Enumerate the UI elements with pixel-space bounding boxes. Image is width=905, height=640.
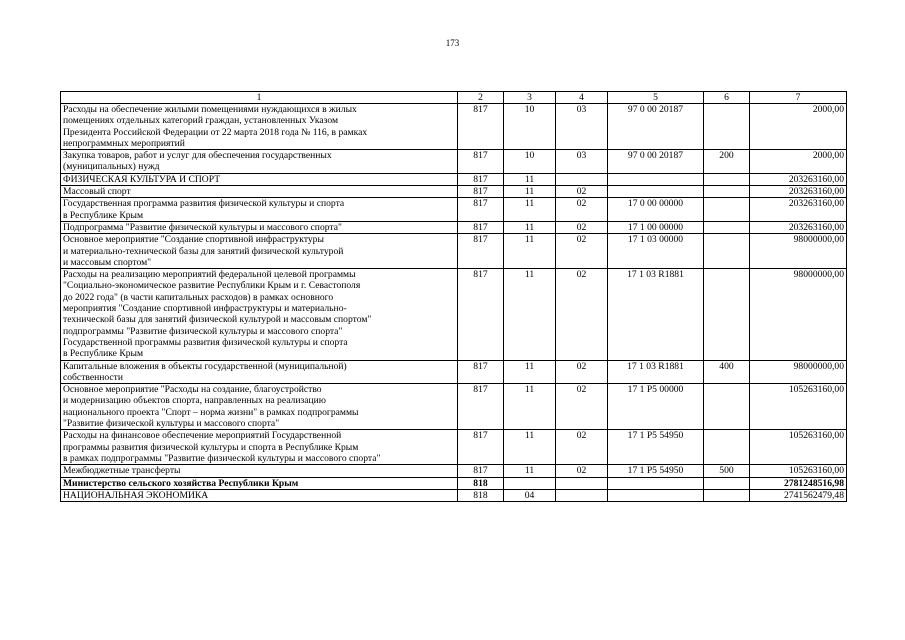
target-article-cell-text: 17 1 03 R1881 (627, 269, 684, 281)
section-code-cell-text: 11 (524, 430, 535, 442)
ministry-code-cell-text: 817 (473, 234, 488, 246)
amount-cell-text: 2741562479,48 (784, 489, 844, 501)
section-code-cell (504, 173, 556, 185)
section-code-cell-text: 11 (524, 465, 535, 477)
target-article-cell-text: 17 1 03 00000 (627, 234, 684, 246)
amount-cell-text: 203263160,00 (788, 173, 844, 185)
table-row (61, 234, 847, 269)
row-name-cell-text: Массовый спорт (63, 186, 131, 198)
section-code-cell (504, 150, 556, 174)
row-name-cell (61, 234, 458, 269)
section-code-cell (504, 477, 556, 489)
target-article-cell (608, 104, 704, 150)
header-cell: 1 (61, 92, 458, 104)
ministry-code-cell-text: 817 (473, 360, 488, 372)
target-article-cell (608, 173, 704, 185)
subsection-code-cell-text: 02 (576, 465, 587, 477)
target-article-cell (608, 186, 704, 198)
section-code-cell (504, 384, 556, 430)
table-row (61, 221, 847, 233)
table-row (61, 360, 847, 384)
subsection-code-cell (556, 221, 608, 233)
target-article-cell (608, 234, 704, 269)
ministry-code-cell-text: 817 (473, 104, 488, 115)
subsection-code-cell-text: 02 (576, 384, 587, 396)
expense-type-cell (704, 150, 750, 174)
section-code-cell-text: 11 (524, 173, 535, 185)
section-code-cell (504, 221, 556, 233)
amount-cell-text: 203263160,00 (788, 221, 844, 233)
target-article-cell-text: 17 1 P5 00000 (627, 384, 684, 396)
section-code-cell-text: 11 (524, 198, 535, 210)
expense-type-cell (704, 186, 750, 198)
subsection-code-cell (556, 477, 608, 489)
header-cell: 3 (504, 92, 556, 104)
subsection-code-cell-text: 03 (576, 150, 587, 162)
row-name-cell (61, 477, 458, 489)
expense-type-cell (704, 477, 750, 489)
ministry-code-cell (458, 150, 504, 174)
expense-type-cell (704, 465, 750, 477)
table-row (61, 173, 847, 185)
ministry-code-cell-text: 818 (473, 489, 488, 501)
section-code-cell-text: 11 (524, 186, 535, 198)
amount-cell (750, 198, 847, 222)
ministry-code-cell (458, 234, 504, 269)
ministry-code-cell (458, 198, 504, 222)
section-code-cell (504, 360, 556, 384)
ministry-code-cell-text: 818 (473, 477, 488, 489)
subsection-code-cell (556, 269, 608, 360)
row-name-cell (61, 430, 458, 465)
target-article-cell (608, 198, 704, 222)
amount-cell-text: 105263160,00 (788, 430, 844, 442)
subsection-code-cell (556, 430, 608, 465)
table-row (61, 465, 847, 477)
amount-cell (750, 150, 847, 174)
subsection-code-cell (556, 173, 608, 185)
ministry-code-cell (458, 465, 504, 477)
row-name-cell-text: Расходы на обеспечение жилыми помещениями нуждающихся в жилых помещениях отдельных категорий граждан, установленных Указом Президента Российской Федерации от 22 марта 2018 года № 116, в рамках непрограммных мероприятий (63, 104, 368, 149)
row-name-cell (61, 384, 458, 430)
row-name-cell (61, 269, 458, 360)
section-code-cell (504, 104, 556, 150)
target-article-cell-text: 17 1 P5 54950 (627, 430, 684, 442)
row-name-cell (61, 489, 458, 501)
section-code-cell (504, 465, 556, 477)
subsection-code-cell-text: 02 (576, 360, 587, 372)
subsection-code-cell-text: 02 (576, 186, 587, 198)
expense-type-cell (704, 234, 750, 269)
expense-type-cell-text: 200 (719, 150, 734, 162)
section-code-cell (504, 198, 556, 222)
target-article-cell (608, 477, 704, 489)
amount-cell (750, 489, 847, 501)
target-article-cell (608, 489, 704, 501)
amount-cell (750, 430, 847, 465)
amount-cell (750, 465, 847, 477)
section-code-cell-text: 11 (524, 234, 535, 246)
ministry-code-cell (458, 384, 504, 430)
subsection-code-cell-text: 02 (576, 430, 587, 442)
table-row (61, 384, 847, 430)
row-name-cell-text: Основное мероприятие "Расходы на создание, благоустройство и модернизацию объектов спорта, направленных на реализацию национального проекта "Спорт – норма жизни" в рамках подпрограммы "Развитие физической культуры и массового спорта" (63, 384, 359, 430)
row-name-cell-text: НАЦИОНАЛЬНАЯ ЭКОНОМИКА (63, 489, 209, 501)
row-name-cell (61, 198, 458, 222)
header-cell: 4 (556, 92, 608, 104)
expense-type-cell (704, 221, 750, 233)
table-row (61, 104, 847, 150)
amount-cell-text: 105263160,00 (788, 384, 844, 396)
expense-type-cell (704, 104, 750, 150)
amount-cell (750, 173, 847, 185)
target-article-cell (608, 360, 704, 384)
row-name-cell-text: Расходы на финансовое обеспечение мероприятий Государственной программы развития физической культуры и спорта в Республике Крым в рамках подпрограммы "Развитие физической культуры и массового спорта" (63, 430, 381, 464)
row-name-cell-text: Расходы на реализацию мероприятий федеральной целевой программы "Социально-экономическое развитие Республики Крым и г. Севастополя до 2022 года" (в части капитальных расходов) в рамках основного мероприятия "Создание спортивной инфраструктуры и материально- технической базы для занятий физической культурой и массовым спортом" подпрограммы "Развитие физической культуры и массового спорта" Государственной программы развития физической культуры и спорта в Республике Крым (63, 269, 372, 360)
section-code-cell-text: 10 (524, 104, 535, 115)
row-name-cell-text: Подпрограмма "Развитие физической культуры и массового спорта" (63, 221, 342, 233)
target-article-cell-text: 17 1 00 00000 (627, 221, 684, 233)
amount-cell-text: 2000,00 (812, 150, 844, 162)
page-number: 173 (445, 38, 460, 48)
header-cell: 6 (704, 92, 750, 104)
amount-cell (750, 360, 847, 384)
expense-type-cell (704, 384, 750, 430)
ministry-code-cell (458, 173, 504, 185)
expense-type-cell (704, 173, 750, 185)
amount-cell-text: 2781248516,98 (784, 477, 844, 489)
amount-cell-text: 105263160,00 (788, 465, 844, 477)
subsection-code-cell-text: 02 (576, 269, 587, 281)
amount-cell-text: 98000000,00 (793, 234, 844, 246)
target-article-cell-text: 17 1 P5 54950 (627, 465, 684, 477)
target-article-cell (608, 221, 704, 233)
table-row (61, 489, 847, 501)
row-name-cell-text: Межбюджетные трансферты (63, 465, 181, 477)
ministry-code-cell-text: 817 (473, 269, 488, 281)
table-header-row (61, 92, 847, 104)
ministry-code-cell-text: 817 (473, 430, 488, 442)
amount-cell (750, 269, 847, 360)
ministry-code-cell-text: 817 (473, 198, 488, 210)
ministry-code-cell (458, 360, 504, 384)
section-code-cell (504, 489, 556, 501)
ministry-code-cell (458, 104, 504, 150)
target-article-cell (608, 430, 704, 465)
row-name-cell-text: Капитальные вложения в объекты государственной (муниципальной) собственности (63, 360, 347, 383)
table-row (61, 198, 847, 222)
amount-cell (750, 221, 847, 233)
section-code-cell (504, 269, 556, 360)
subsection-code-cell (556, 104, 608, 150)
ministry-code-cell-text: 817 (473, 384, 488, 396)
row-name-cell (61, 173, 458, 185)
section-code-cell (504, 186, 556, 198)
subsection-code-cell (556, 360, 608, 384)
row-name-cell-text: Министерство сельского хозяйства Республики Крым (63, 477, 299, 489)
subsection-code-cell (556, 465, 608, 477)
ministry-code-cell (458, 430, 504, 465)
table-row (61, 150, 847, 174)
subsection-code-cell (556, 489, 608, 501)
target-article-cell (608, 150, 704, 174)
amount-cell-text: 203263160,00 (788, 186, 844, 198)
row-name-cell (61, 221, 458, 233)
expense-type-cell (704, 198, 750, 222)
ministry-code-cell-text: 817 (473, 221, 488, 233)
row-name-cell (61, 186, 458, 198)
ministry-code-cell (458, 489, 504, 501)
section-code-cell-text: 11 (524, 269, 535, 281)
target-article-cell-text: 97 0 00 20187 (627, 104, 684, 115)
subsection-code-cell-text: 02 (576, 234, 587, 246)
amount-cell (750, 477, 847, 489)
subsection-code-cell-text: 02 (576, 221, 587, 233)
row-name-cell-text: Закупка товаров, работ и услуг для обеспечения государственных (муниципальных) нужд (63, 150, 332, 173)
expense-type-cell-text: 500 (719, 465, 734, 477)
header-cell: 2 (458, 92, 504, 104)
subsection-code-cell (556, 384, 608, 430)
expense-type-cell (704, 489, 750, 501)
row-name-cell (61, 465, 458, 477)
amount-cell (750, 104, 847, 150)
subsection-code-cell (556, 186, 608, 198)
ministry-code-cell-text: 817 (473, 186, 488, 198)
subsection-code-cell-text: 03 (576, 104, 587, 115)
target-article-cell (608, 465, 704, 477)
row-name-cell-text: ФИЗИЧЕСКАЯ КУЛЬТУРА И СПОРТ (63, 173, 221, 185)
section-code-cell-text: 11 (524, 384, 535, 396)
amount-cell-text: 98000000,00 (793, 360, 844, 372)
amount-cell-text: 203263160,00 (788, 198, 844, 210)
subsection-code-cell (556, 198, 608, 222)
subsection-code-cell (556, 234, 608, 269)
section-code-cell-text: 11 (524, 360, 535, 372)
section-code-cell (504, 430, 556, 465)
table-row (61, 430, 847, 465)
ministry-code-cell (458, 477, 504, 489)
section-code-cell-text: 10 (524, 150, 535, 162)
header-cell: 5 (608, 92, 704, 104)
section-code-cell (504, 234, 556, 269)
expense-type-cell-text: 400 (719, 360, 734, 372)
section-code-cell-text: 04 (524, 489, 535, 501)
amount-cell-text: 2000,00 (812, 104, 844, 115)
target-article-cell-text: 97 0 00 20187 (627, 150, 684, 162)
row-name-cell (61, 360, 458, 384)
expense-type-cell (704, 360, 750, 384)
ministry-code-cell-text: 817 (473, 465, 488, 477)
amount-cell (750, 234, 847, 269)
expense-type-cell (704, 269, 750, 360)
target-article-cell-text: 17 0 00 00000 (627, 198, 684, 210)
row-name-cell-text: Основное мероприятие "Создание спортивной инфраструктуры и материально-технической базы для занятий физической культурой и массовым спортом" (63, 234, 344, 268)
amount-cell-text: 98000000,00 (793, 269, 844, 281)
amount-cell (750, 186, 847, 198)
ministry-code-cell (458, 269, 504, 360)
target-article-cell-text: 17 1 03 R1881 (627, 360, 684, 372)
table-row (61, 186, 847, 198)
row-name-cell-text: Государственная программа развития физической культуры и спорта в Республике Крым (63, 198, 345, 221)
row-name-cell (61, 104, 458, 150)
subsection-code-cell-text: 02 (576, 198, 587, 210)
table-row (61, 269, 847, 360)
budget-table (60, 91, 847, 502)
expense-type-cell (704, 430, 750, 465)
ministry-code-cell (458, 186, 504, 198)
target-article-cell (608, 269, 704, 360)
table-row (61, 477, 847, 489)
ministry-code-cell-text: 817 (473, 150, 488, 162)
amount-cell (750, 384, 847, 430)
ministry-code-cell-text: 817 (473, 173, 488, 185)
subsection-code-cell (556, 150, 608, 174)
row-name-cell (61, 150, 458, 174)
ministry-code-cell (458, 221, 504, 233)
header-cell: 7 (750, 92, 847, 104)
target-article-cell (608, 384, 704, 430)
section-code-cell-text: 11 (524, 221, 535, 233)
